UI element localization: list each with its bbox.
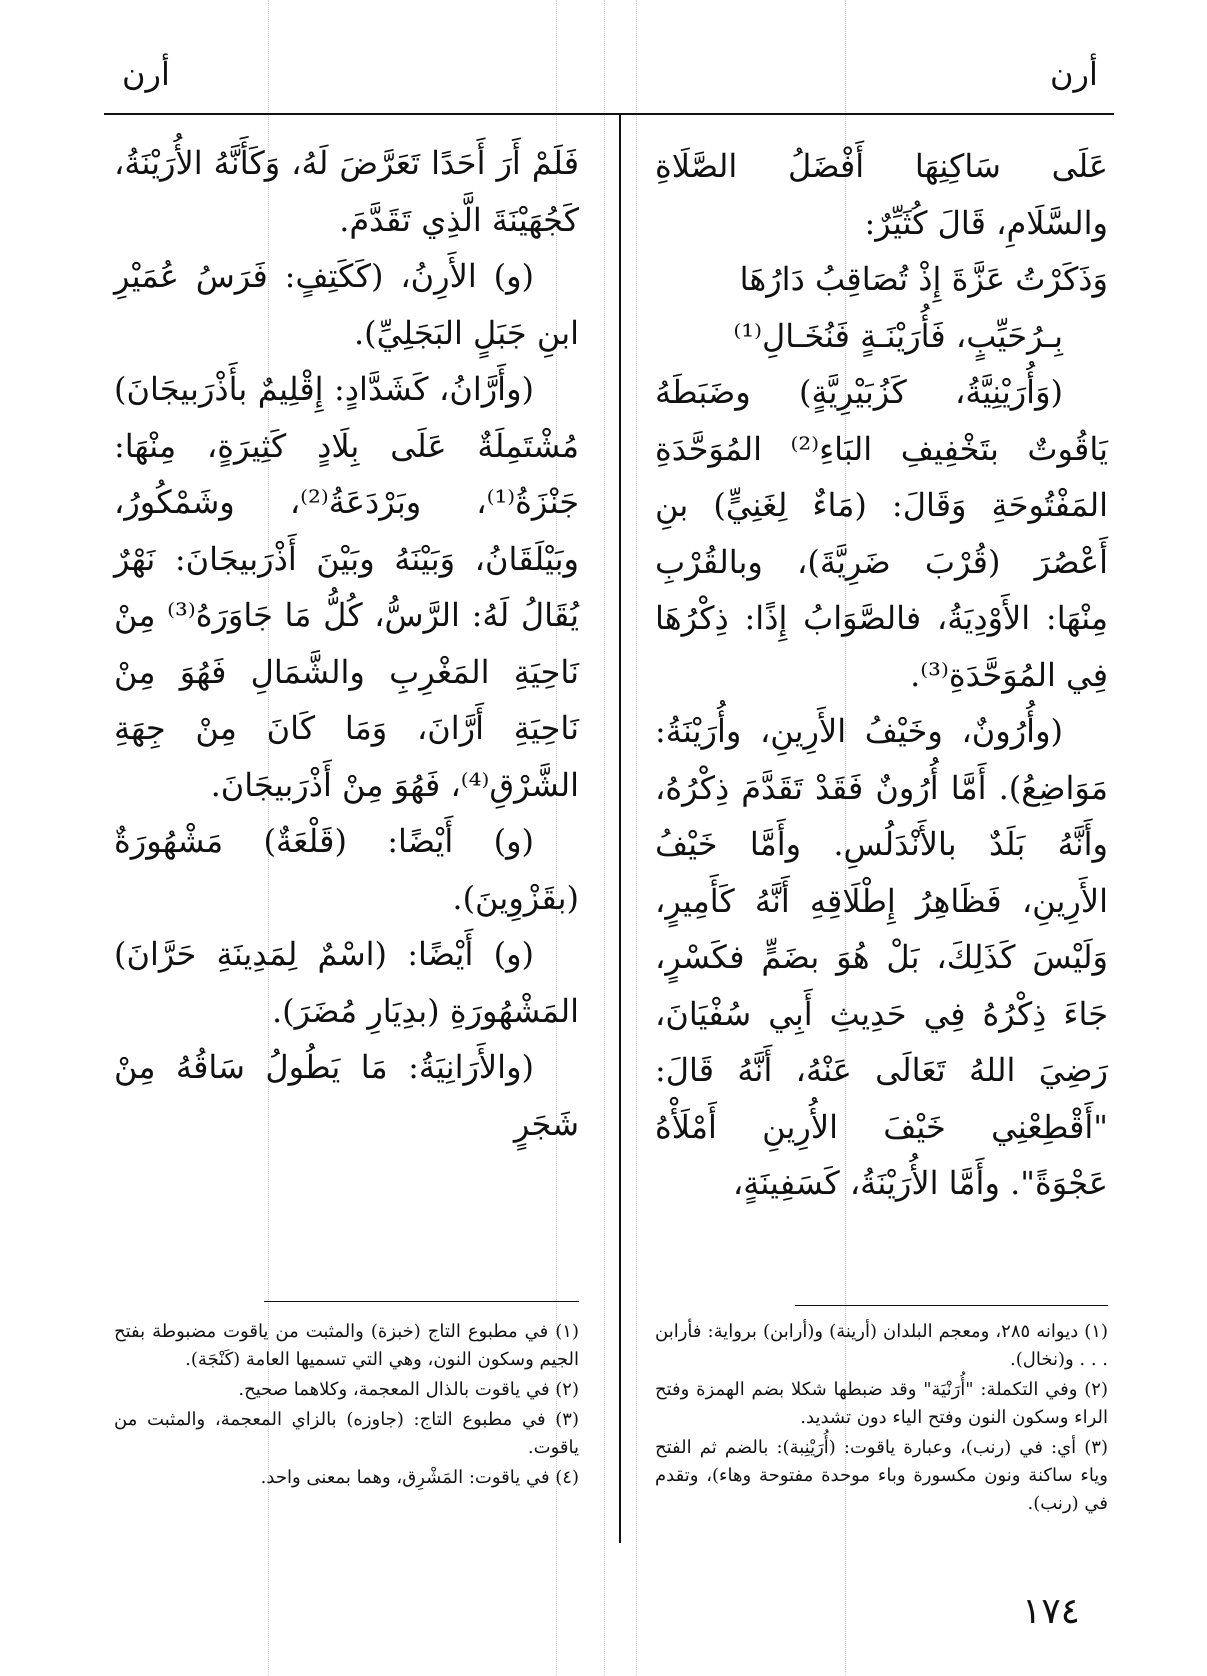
paragraph: (وَأُرَيْنِيَّةُ، كَزُبَيْرِيَّةٍ) وضَبَطَهُ يَاقُوتٌ بتَخْفِيفِ البَاءِ⁽²⁾ المُوَحَّدَةِ المَفْتُوحَةِ وَقَالَ: (مَاءٌ لِغَنِيٍّ) بنِ أَعْصُرَ (قُرْبَ ضَرِيَّةَ)، وبالقُرْبِ مِنْهَا: الأَوْدِيَةُ، فالصَّوَابُ إِذًا: ذِكْرُهَا فِي المُوَحَّدَةِ⁽³⁾. <box>655 373 1108 694</box>
footnote: (٣) في مطبوع التاج: (جاوزه) بالزاي المعجمة، والمثبت من ياقوت. <box>114 1409 579 1458</box>
footnote: (٤) في ياقوت: المَشْرِق، وهما بمعنى واحد. <box>260 1467 579 1488</box>
footnotes-right <box>655 1318 1108 1520</box>
running-header-right: أرن <box>1050 55 1098 93</box>
paragraph: (والأَرَانِيَةُ: مَا يَطُولُ سَاقُهُ مِنْ شَجَرٍ <box>114 1048 579 1143</box>
paragraph: (و) الأَرِنُ، (كَكَتِفٍ: فَرَسُ عُمَيْرِ ابنِ جَبَلٍ البَجَلِيِّ). <box>114 257 579 352</box>
running-header-left: أرن <box>122 55 170 93</box>
column-divider <box>619 113 621 1543</box>
footnote-rule <box>264 1301 579 1302</box>
paragraph: (و) أَيْضًا: (قَلْعَةٌ) مَشْهُورَةٌ (بقَزْوِينَ). <box>114 822 579 917</box>
footnote: (٢) في ياقوت بالذال المعجمة، وكلاهما صحيح. <box>238 1379 579 1400</box>
paragraph: (و) أَيْضًا: (اسْمٌ لِمَدِينَةِ حَرَّانَ) المَشْهُورَةِ (بدِيَارِ مُضَرَ). <box>114 935 579 1030</box>
right-text-column <box>655 138 1108 1212</box>
scan-guide-line <box>604 0 605 1676</box>
verse-line: وَذَكَرْتُ عَزَّةَ إِذْ تُصَاقِبُ دَارُهَا <box>739 260 1108 298</box>
header-rule <box>104 113 1114 115</box>
left-text-column <box>114 135 579 1152</box>
footnote: (١) ديوانه ٢٨٥، ومعجم البلدان (أرينة) و(أرابن) برواية: فأرابن . . . و(نخال). <box>655 1321 1108 1370</box>
footnote: (٣) أي: في (رنب)، وعبارة ياقوت: (أُرَيْنِبة): بالضم ثم الفتح وياء ساكنة ونون مكسورة وباء موحدة مفتوحة وهاء)، وتقدم في (رنب). <box>655 1437 1108 1514</box>
footnote-rule <box>795 1305 1108 1306</box>
paragraph: فَلَمْ أَرَ أَحَدًا تَعَرَّضَ لَهُ، وَكَأَنَّهُ الأُرَيْنَةُ، كَجُهَيْنَةَ الَّذِي تَقَدَّمَ. <box>114 144 579 239</box>
footnotes-left <box>114 1318 579 1494</box>
paragraph: (وأَرَّانُ، كَشَدَّادٍ: إِقْلِيمٌ بأَذْرَبيجَانَ) مُشْتَمِلَةٌ عَلَى بِلَادٍ كَثِيرَةٍ، مِنْهَا: جَنْزَةُ⁽¹⁾، وبَرْدَعَةُ⁽²⁾، وشَمْكُورُ، وبَيْلَقَانُ، وَبَيْنَهُ وبَيْنَ أَذْرَبيجَانَ: نَهْرٌ يُقَالُ لَهُ: الرَّسُّ، كُلُّ مَا جَاوَرَهُ⁽³⁾ مِنْ نَاحِيَةِ المَغْرِبِ والشَّمَالِ فَهُوَ مِنْ نَاحِيَةِ أَرَّانَ، وَمَا كَانَ مِنْ جِهَةِ الشَّرْقِ⁽⁴⁾، فَهُوَ مِنْ أَذْرَبيجَانَ. <box>114 370 580 804</box>
paragraph: عَلَى سَاكِنِهَا أَفْضَلُ الصَّلَاةِ والسَّلَامِ، قَالَ كُثَيِّرٌ: <box>655 147 1108 242</box>
scan-guide-line <box>636 0 637 1676</box>
footnote: (١) في مطبوع التاج (خبزة) والمثبت من ياقوت مضبوطة بفتح الجيم وسكون النون، وهي التي تسميها العامة (كَنْجَة). <box>114 1321 579 1370</box>
verse-line: بِـرُحَيِّبٍ، فَأُرَيْنَـةٍ فَنُخَـالِ⁽¹⁾ <box>733 316 1063 355</box>
paragraph: (وأُرُونٌ، وخَيْفُ الأَرِينِ، وأُرَيْنَةُ: مَوَاضِعُ). أَمَّا أُرُونٌ فَقَدْ تَقَدَّمَ ذِكْرُهُ، وأَنَّهُ بَلَدٌ بالأَنْدَلُسِ. وأَمَّا خَيْفُ الأَرِينِ، فَظَاهِرُ إِطْلَاقِهِ أَنَّهُ كَأَمِيرٍ، وَلَيْسَ كَذَلِكَ، بَلْ هُوَ بضَمٍّ فكَسْرٍ، جَاءَ ذِكْرُهُ فِي حَدِيثِ أَبِي سُفْيَانَ، رَضِيَ اللهُ تَعَالَى عَنْهُ، أَنَّهُ قَالَ: "أَقْطِعْنِي خَيْفَ الأُرِينِ أَمْلَأْهُ عَجْوَةً". وأَمَّا الأُرَيْنَةُ، كَسَفِينَةٍ، <box>655 712 1108 1202</box>
footnote: (٢) وفي التكملة: "أُرَنْيَة" وقد ضبطها شكلا بضم الهمزة وفتح الراء وسكون النون وفتح الياء دون تشديد. <box>655 1379 1108 1428</box>
page-number: ١٧٤ <box>1022 1591 1081 1632</box>
